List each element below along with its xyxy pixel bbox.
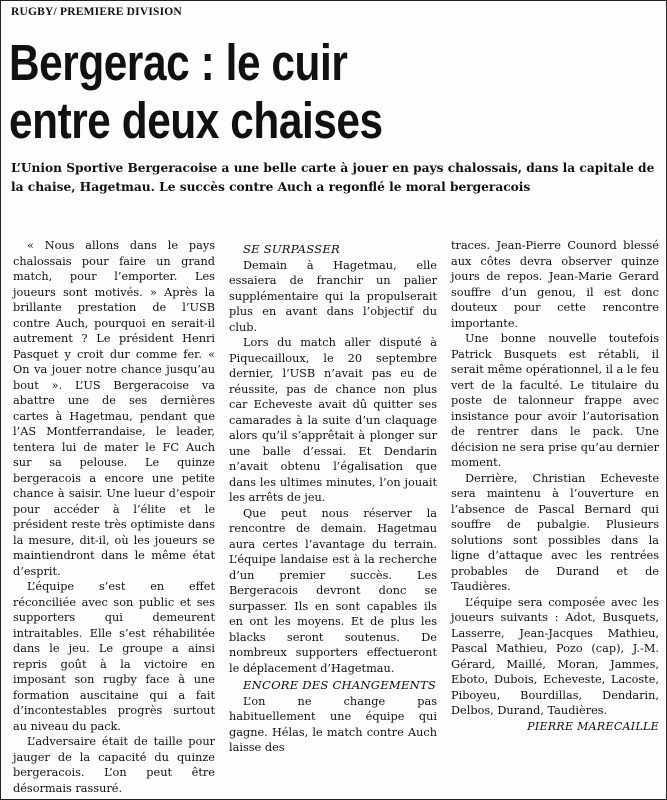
paragraph: traces. Jean-Pierre Counord blessé aux côtes devra observer quinze jours de repos. Jean-Marie Gerard souffre d’un genou, il est donc douteux pour cette rencontre importante. <box>451 239 659 330</box>
paragraph: Une bonne nouvelle toutefois Patrick Busquets est rétabli, il serait même opérationnel, il a le feu vert de la faculté. Le titulaire du poste de talonneur frappe avec insistance pour avoir l’autorisation de rentrer dans le pack. Une décision ne sera prise qu’au dernier moment. <box>451 332 659 469</box>
byline: PIERRE MARECAILLE <box>527 719 659 733</box>
paragraph: L’adversaire était de taille pour jauger de la capacité du quinze bergeracois. L’on peut être désormais rassuré. <box>13 735 215 795</box>
standfirst: L’Union Sportive Bergeracoise a une belle carte à jouer en pays chalossais, dans la capitale de la chaise, Hagetmau. Le succès contre Auch a regonflé le moral bergeracois <box>11 161 655 194</box>
subheading-se-surpasser: SE SURPASSER <box>243 242 340 256</box>
column-3 <box>451 238 659 734</box>
paragraph: L’équipe s’est en effet réconciliée avec son public et ses supporters qui demeurent intraitables. Elle s’est réhabilitée dans le jeu. Le groupe a ainsi repris goût à la victoire en imposant son rugby face à une formation auscitaine qui a fait d’incontestables progrès surtout au niveau du pack. <box>13 580 215 733</box>
column-1 <box>13 238 215 796</box>
paragraph: L’on ne change pas habituellement une équipe qui gagne. Hélas, le match contre Auch laisse des <box>229 694 437 754</box>
paragraph: Demain à Hagetmau, elle essaiera de franchir un palier supplémentaire qui la propulserait plus en avant dans l’objectif du club. <box>229 258 437 334</box>
headline-line-1: Bergerac : le cuir <box>9 34 348 91</box>
paragraph: « Nous allons dans le pays chalossais pour faire un grand match, pour l’emporter. Les joueurs sont motivés. » Après la brillante prestation de l’USB contre Auch, pourquoi en serait-il autrement ? Le président Henri Pasquet y croit dur comme fer. « On va jouer notre chance jusqu’au bout ». L’US Bergeracoise va abattre une de ses dernières cartes à Hagetmau, pendant que l’AS Montferrandaise, le leader, tentera lui de mater le FC Auch sur sa pelouse. Le quinze bergeracois a encore une petite chance à saisir. Une lueur d’espoir pour accéder à l’élite et le président reste très optimiste dans la mesure, dit-il, où les joueurs se maintiendront dans le même état d’esprit. <box>13 239 215 578</box>
paragraph: Que peut nous réserver la rencontre de demain. Hagetmau aura certes l’avantage du terrain. L’équipe landaise est à la recherche d’un premier succès. Les Bergeracois devront donc se surpasser. Ils en sont capables ils en ont les moyens. Et de plus les blacks seront soutenus. De nombreux supporters effectueront le déplacement d’Hagetmau. <box>229 506 437 675</box>
headline <box>9 34 383 150</box>
paragraph: Lors du match aller disputé à Piquecailloux, le 20 septembre dernier, l’USB n’avait pas eu de réussite, pas de chance non plus car Echeveste avait dû quitter ses camarades à la suite d’un claquage alors qu’il s’apprêtait à plonger sur une balle d’essai. Et Dendarin n’avait obtenu l’égalisation que dans les ultimes minutes, l’on jouait les arrêts de jeu. <box>229 336 437 504</box>
subheading-encore-des-changements: ENCORE DES CHANGEMENTS <box>243 678 437 692</box>
paragraph: Derrière, Christian Echeveste sera maintenu à l’ouverture en l’absence de Pascal Bernard qui souffre de pubalgie. Plusieurs solutions sont possibles dans la ligne d’attaque avec les rentrées probables de Durand et de Taudières. <box>451 471 659 593</box>
column-2 <box>229 238 437 756</box>
section-rubric: RUGBY/ PREMIERE DIVISION <box>11 6 182 18</box>
headline-line-2: entre deux chaises <box>9 92 383 149</box>
paragraph: L’équipe sera composée avec les joueurs suivants : Adot, Busquets, Lasserre, Jean-Jacques Mathieu, Pascal Mathieu, Pozo (cap), J.-M. Gérard, Maillé, Moran, Jammes, Eboto, Dubois, Echeveste, Lacoste, Piboyeu, Bourdillas, Dendarin, Delbos, Durand, Taudières. <box>451 595 659 717</box>
